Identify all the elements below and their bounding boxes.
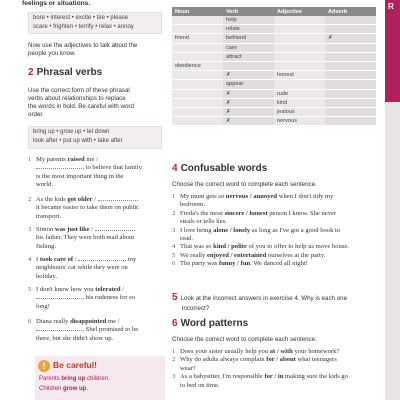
table-cell: ✗ — [223, 89, 274, 98]
item-number: 2 — [28, 196, 32, 203]
word-box-line: look after • put up with • take after — [33, 137, 123, 144]
bold-phrase: tolerated — [95, 286, 121, 293]
col-header-verb: Verb — [223, 7, 274, 16]
word-choice[interactable]: sincere / honest — [224, 209, 268, 217]
item-number: 6 — [172, 260, 176, 268]
item-text: neighbours' cat while they were on — [36, 264, 128, 272]
note-text: children. — [85, 376, 110, 382]
section-number: 4 — [172, 163, 178, 174]
exercise-item — [172, 373, 382, 390]
exercise-6-list — [172, 348, 382, 390]
table-row — [172, 80, 376, 89]
exercise-4-list — [172, 193, 382, 269]
table-cell[interactable] — [274, 61, 325, 70]
exercise-item — [172, 356, 382, 373]
table-cell: obedience — [172, 61, 223, 70]
item-text: Shel promised to be — [85, 326, 139, 334]
intro-line: feelings or situations. — [22, 0, 91, 7]
item-text: My parents — [36, 156, 68, 163]
answer-blank[interactable] — [95, 230, 135, 231]
item-text: Simon — [36, 226, 55, 233]
table-cell: jealous — [274, 107, 325, 116]
table-cell[interactable] — [274, 25, 325, 34]
table-cell[interactable] — [274, 80, 325, 89]
table-cell[interactable] — [325, 80, 376, 89]
item-number: 6 — [28, 318, 32, 325]
be-careful-title: Be careful! — [53, 360, 97, 370]
answer-blank[interactable] — [36, 168, 84, 169]
answer-blank[interactable] — [36, 330, 84, 331]
instruction-2-line: order. — [28, 111, 44, 118]
section-5-text: incorrect? — [182, 305, 210, 312]
exercise-item — [172, 348, 382, 356]
table-row — [172, 89, 376, 98]
note-text: Parents — [39, 376, 62, 382]
item-text: Why do adults always complain — [180, 356, 267, 364]
table-cell: friend — [172, 34, 223, 43]
item-number: 3 — [172, 226, 176, 234]
item-text: your homework? — [292, 348, 340, 355]
item-text: me / — [106, 318, 120, 325]
table-row — [172, 43, 376, 52]
item-text: it became easier to take them on public — [36, 204, 140, 212]
bold-phrase: was just like — [54, 226, 90, 233]
table-cell[interactable] — [274, 52, 325, 61]
word-box-line: bore • interest • excite • tire • please — [33, 15, 129, 21]
item-text: long! — [36, 302, 50, 310]
item-text: person I know. She never — [267, 209, 337, 217]
note-bold: bring up — [61, 376, 86, 382]
table-cell[interactable] — [172, 16, 223, 25]
item-text: . We danced all night! — [250, 260, 308, 268]
word-choice[interactable]: funny / fun — [219, 260, 251, 268]
item-text: when I don't tidy my — [277, 193, 334, 200]
instruction-2-line: Use the correct form of these phrasal — [28, 87, 130, 94]
item-text: wear? — [180, 364, 196, 372]
item-text: As the kids — [36, 196, 68, 203]
item-text: We really — [180, 251, 207, 259]
left-column — [0, 0, 165, 400]
word-box-line: scare • frighten • terrify • relax • annoy — [33, 23, 134, 30]
item-number: 5 — [172, 251, 176, 259]
item-text: / — [92, 196, 96, 203]
col-header-adjective: Adjective — [274, 7, 325, 16]
item-text: The party was — [180, 260, 219, 268]
word-box-line: bring up • grow up • let down — [33, 129, 110, 135]
item-text: / — [73, 256, 77, 263]
section-tab — [385, 0, 400, 102]
answer-blank[interactable] — [36, 298, 84, 299]
note-bold: grow up — [63, 386, 87, 392]
item-text: world. — [36, 181, 54, 189]
indent — [28, 326, 36, 333]
section-number: 2 — [28, 67, 34, 78]
item-text: read. — [180, 235, 193, 243]
item-number: 3 — [28, 226, 32, 233]
adjective-word-box — [28, 12, 162, 34]
table-cell: rude — [274, 89, 325, 98]
bold-phrase: took care of — [39, 256, 74, 263]
table-row — [172, 117, 376, 126]
section-2-heading — [28, 67, 102, 78]
note-text: . — [86, 386, 89, 392]
item-text: My mum gets so — [180, 193, 226, 200]
table-cell[interactable] — [325, 61, 376, 70]
table-row — [172, 52, 376, 61]
table-cell[interactable] — [172, 98, 223, 107]
word-choice[interactable]: for / in — [264, 373, 284, 381]
item-number: 4 — [28, 256, 32, 263]
table-cell: nervous — [274, 117, 325, 126]
instruction-4: Choose the correct word to complete each sentence. — [172, 181, 317, 188]
table-cell: help — [223, 16, 274, 25]
item-number: 2 — [172, 356, 176, 364]
be-careful-box — [35, 356, 165, 400]
item-text: Does your sister usually help you — [180, 348, 270, 355]
section-4-heading — [172, 163, 267, 174]
item-text: I don't know how you — [36, 286, 96, 293]
instruction-1-line: people you know. — [28, 50, 76, 57]
item-text: me / — [84, 156, 98, 163]
exercise-2-item-3 — [28, 226, 163, 251]
item-number: 1 — [172, 193, 176, 200]
section-title: Phrasal verbs — [36, 67, 103, 78]
exercise-item — [172, 252, 382, 260]
item-text: / — [120, 286, 124, 293]
answer-blank[interactable] — [98, 200, 138, 201]
exercise-item — [172, 227, 382, 244]
item-text: to believe that family — [85, 164, 142, 172]
table-cell[interactable] — [325, 71, 376, 80]
indent — [28, 294, 36, 301]
item-text: his father. They were both mad about — [36, 234, 135, 242]
item-text: fishing. — [36, 242, 56, 250]
exercise-2-item-1 — [28, 156, 163, 190]
table-cell[interactable] — [274, 16, 325, 25]
instruction-2-line: verbs about relationships to replace — [28, 95, 126, 102]
word-choice[interactable]: kind / polite — [213, 243, 247, 251]
section-5-heading — [172, 287, 382, 313]
item-text: Diana really — [36, 318, 71, 325]
table-row — [172, 98, 376, 107]
exercise-item — [172, 210, 382, 227]
table-cell[interactable] — [325, 107, 376, 116]
col-header-noun: Noun — [172, 7, 223, 16]
table-cell[interactable] — [274, 34, 325, 43]
exercise-2-item-6 — [28, 318, 163, 343]
table-cell: honest — [274, 71, 325, 80]
table-cell[interactable] — [172, 52, 223, 61]
item-number: 5 — [28, 286, 32, 293]
item-text: my — [127, 256, 137, 263]
item-text: Freda's the most — [180, 209, 225, 217]
table-cell: kind — [274, 98, 325, 107]
phrasal-verb-box — [28, 126, 162, 149]
item-number: 2 — [172, 209, 176, 217]
bold-phrase: got older — [67, 196, 93, 203]
table-cell[interactable] — [325, 117, 376, 126]
item-text: transport. — [36, 212, 62, 220]
table-cell[interactable] — [274, 43, 325, 52]
table-cell[interactable] — [172, 107, 223, 116]
table-cell[interactable] — [325, 43, 376, 52]
table-cell: ✗ — [223, 71, 274, 80]
item-number: 1 — [172, 348, 176, 355]
word-choice[interactable]: nervous / annoyed — [225, 193, 278, 200]
word-formation-table — [172, 7, 376, 126]
item-text: making sure the kids go — [283, 373, 349, 381]
table-cell: ✗ — [325, 34, 376, 43]
item-text: bedroom. — [180, 201, 206, 209]
right-column — [168, 0, 380, 400]
table-row — [172, 16, 376, 25]
item-text: I — [36, 256, 40, 263]
item-text: As a babysitter, I'm responsible — [180, 373, 265, 381]
item-text: to bed on time. — [180, 381, 220, 389]
table-cell: ✗ — [223, 107, 274, 116]
table-cell[interactable] — [172, 43, 223, 52]
item-number: 3 — [172, 373, 176, 381]
table-cell: ✗ — [223, 98, 274, 107]
section-number: 6 — [172, 318, 178, 329]
item-text: / — [89, 226, 94, 233]
table-cell[interactable] — [325, 52, 376, 61]
table-cell: ✗ — [223, 117, 274, 126]
bold-phrase: disappointed — [70, 318, 107, 325]
table-cell[interactable] — [172, 89, 223, 98]
table-row — [172, 61, 376, 70]
instruction-6: Choose the correct word to complete each sentence. — [172, 336, 317, 343]
table-cell[interactable] — [172, 80, 223, 89]
bold-phrase: raised — [67, 156, 85, 163]
warning-icon: ! — [38, 360, 50, 372]
table-row — [172, 71, 376, 80]
word-choice[interactable]: alone / lonely — [213, 226, 251, 234]
table-cell[interactable] — [172, 25, 223, 34]
section-6-heading — [172, 318, 248, 329]
table-row — [172, 25, 376, 34]
table-row — [172, 107, 376, 116]
item-number: 4 — [172, 243, 176, 251]
instruction-2-line: the words in bold. Be careful with word — [28, 103, 134, 110]
item-text: what teenagers — [295, 356, 337, 364]
section-number: 5 — [172, 292, 178, 303]
section-tab-letter: R — [388, 2, 394, 11]
be-careful-line-2 — [39, 386, 88, 392]
item-text: steals or tells lies. — [180, 218, 227, 226]
word-choice[interactable]: enjoyed / entertained — [206, 251, 267, 259]
table-row — [172, 34, 376, 43]
table-cell[interactable] — [325, 25, 376, 34]
item-text: is the most important thing in the — [36, 172, 124, 180]
indent — [28, 164, 36, 171]
exercise-2-item-4 — [28, 256, 163, 281]
section-5-text: Look at the incorrect answers in exercise 4. Why is each one — [180, 295, 348, 302]
item-text: his rudeness for so — [85, 294, 135, 302]
item-text: of you to offer to help us move house. — [246, 243, 349, 251]
table-cell[interactable] — [223, 61, 274, 70]
table-cell: attract — [223, 52, 274, 61]
section-title: Word patterns — [180, 318, 249, 329]
exercise-2-item-5 — [28, 286, 163, 311]
col-header-adverb: Adverb — [325, 7, 376, 16]
item-number: 1 — [28, 156, 32, 163]
section-title: Confusable words — [180, 163, 268, 174]
exercise-2-item-2 — [28, 196, 163, 221]
table-cell[interactable] — [172, 117, 223, 126]
be-careful-line-1 — [39, 376, 110, 382]
item-text: there, but she didn't show up. — [36, 334, 114, 342]
exercise-item — [172, 260, 382, 268]
item-text: holiday. — [36, 272, 57, 280]
item-text: ourselves at the party. — [266, 251, 326, 259]
table-cell: appear — [223, 80, 274, 89]
exercise-item — [172, 243, 382, 251]
answer-blank[interactable] — [78, 260, 126, 261]
word-choice[interactable]: at / with — [269, 348, 293, 355]
item-text: That was so — [180, 243, 214, 251]
instruction-1-line: Now use the adjectives to talk about the — [28, 42, 138, 49]
exercise-item — [172, 193, 382, 210]
item-text: as long as I've got a good book to — [250, 226, 341, 234]
word-choice[interactable]: for / about — [266, 356, 296, 364]
note-text: Children — [39, 386, 64, 392]
table-cell: befriend — [223, 34, 274, 43]
table-cell[interactable] — [172, 71, 223, 80]
table-cell[interactable] — [325, 89, 376, 98]
table-cell: relate — [223, 25, 274, 34]
table-cell[interactable] — [325, 16, 376, 25]
item-text: I love being — [180, 226, 214, 234]
table-cell[interactable] — [325, 98, 376, 107]
table-cell: care — [223, 43, 274, 52]
